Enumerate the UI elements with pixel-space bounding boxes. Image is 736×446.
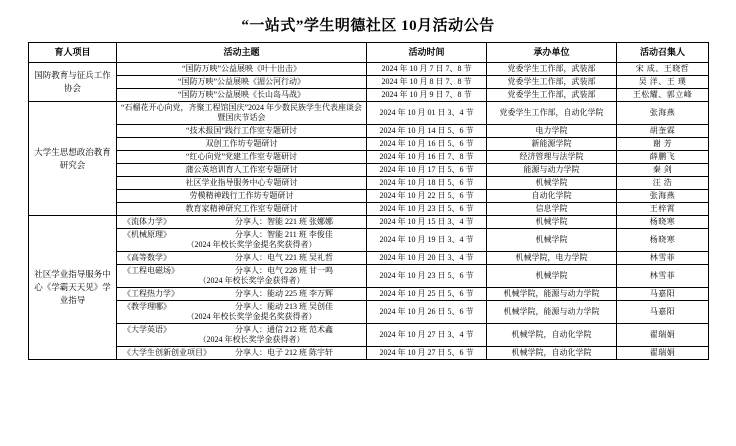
activity-theme (117, 301, 367, 324)
table-row (29, 151, 709, 164)
course-name: 《教学理哪》 (123, 302, 171, 311)
activity-time: 2024 年 10 月 16 日 5、6 节 (367, 138, 487, 151)
activity-theme (117, 347, 367, 360)
activity-time: 2024 年 10 月 7 日 7、8 节 (367, 63, 487, 76)
column-header-theme: 活动主题 (117, 43, 367, 63)
course-name: 《工程热力学》 (123, 289, 179, 298)
activity-theme: “技术报国”践行工作室专题研讨 (117, 125, 367, 138)
course-award-note: （2024 年校长奖学金提名奖获得者） (186, 240, 317, 249)
activity-time: 2024 年 10 月 18 日 5、6 节 (367, 177, 487, 190)
activity-convener: 胡奎霖 (617, 125, 709, 138)
column-header-org: 承办单位 (487, 43, 617, 63)
activity-time: 2024 年 10 月 26 日 5、6 节 (367, 301, 487, 324)
activity-convener: 张海燕 (617, 190, 709, 203)
activity-time: 2024 年 10 月 17 日 5、6 节 (367, 164, 487, 177)
activity-org: 党委学生工作部，武装部 (487, 76, 617, 89)
table-row (29, 229, 709, 252)
course-speaker: 分享人：智能 211 班 李俊佳 (235, 230, 333, 239)
table-header (29, 43, 709, 63)
activity-theme: “国防万映”公益展映《叶十出击》 (117, 63, 367, 76)
table-row (29, 89, 709, 102)
activity-convener: 翟瑞娟 (617, 347, 709, 360)
course-name: 《机械原理》 (123, 230, 171, 239)
activity-convener: 薛鹏飞 (617, 151, 709, 164)
activity-convener: 宋 成、王晓哲 (617, 63, 709, 76)
activity-time: 2024 年 10 月 20 日 3、4 节 (367, 252, 487, 265)
activity-time: 2024 年 10 月 19 日 3、4 节 (367, 229, 487, 252)
course-name: 《大学生创新创业项目》 (123, 348, 211, 357)
table-row (29, 177, 709, 190)
activity-org: 机械学院，能源与动力学院 (487, 301, 617, 324)
activity-theme: 教育家精神研究工作室专题研讨 (117, 203, 367, 216)
group-label-ideology-research: 大学生思想政治教育研究会 (29, 102, 117, 216)
column-header-time: 活动时间 (367, 43, 487, 63)
page-title: “一站式”学生明德社区 10月活动公告 (241, 18, 495, 34)
course-speaker: 分享人：能动 225 班 李万辉 (235, 289, 333, 298)
activity-org: 党委学生工作部，自动化学院 (487, 102, 617, 125)
activity-time: 2024 年 10 月 23 日 5、6 节 (367, 265, 487, 288)
activity-convener: 马嘉阳 (617, 288, 709, 301)
activity-time: 2024 年 10 月 9 日 7、8 节 (367, 89, 487, 102)
activity-time: 2024 年 10 月 27 日 3、4 节 (367, 324, 487, 347)
table-row (29, 288, 709, 301)
course-name: 《大学英语》 (123, 325, 171, 334)
activity-convener: 林雪菲 (617, 265, 709, 288)
activity-org: 电力学院 (487, 125, 617, 138)
activity-theme: 劳模精神践行工作坊专题研讨 (117, 190, 367, 203)
activity-time: 2024 年 10 月 27 日 5、6 节 (367, 347, 487, 360)
table-body (29, 63, 709, 360)
table-row (29, 102, 709, 125)
table-row (29, 138, 709, 151)
activity-org: 新能源学院 (487, 138, 617, 151)
activity-convener: 王梓霄 (617, 203, 709, 216)
activity-org: 自动化学院 (487, 190, 617, 203)
activity-theme: “国防万映”公益展映《长山岛马战》 (117, 89, 367, 102)
course-award-note: （2024 年校长奖学金提名奖获得者） (186, 312, 317, 321)
activity-theme: 双创工作坊专题研讨 (117, 138, 367, 151)
table-row (29, 76, 709, 89)
course-name: 《工程电磁场》 (123, 266, 179, 275)
table-row (29, 216, 709, 229)
table-header-row (29, 43, 709, 63)
activity-convener: 张海燕 (617, 102, 709, 125)
activity-org: 经济管理与法学院 (487, 151, 617, 164)
table-row (29, 164, 709, 177)
course-speaker: 分享人：电气 228 班 甘一鸣 (235, 266, 333, 275)
activity-convener: 杨晓寒 (617, 216, 709, 229)
activity-theme (117, 265, 367, 288)
group-label-study-guidance: 社区学业指导服务中心《学霸天天见》学业指导 (29, 216, 117, 360)
activity-convener: 吴 洋、王 璞 (617, 76, 709, 89)
activity-theme: 社区学业指导服务中心专题研讨 (117, 177, 367, 190)
activity-convener: 谢 芳 (617, 138, 709, 151)
activity-time: 2024 年 10 月 14 日 5、6 节 (367, 125, 487, 138)
table-row (29, 347, 709, 360)
activity-convener: 杨晓寒 (617, 229, 709, 252)
activity-announcement-table (28, 42, 709, 360)
table-row (29, 125, 709, 138)
table-row (29, 265, 709, 288)
activity-time: 2024 年 10 月 8 日 7、8 节 (367, 76, 487, 89)
activity-theme (117, 216, 367, 229)
activity-convener: 马嘉阳 (617, 301, 709, 324)
activity-time: 2024 年 10 月 01 日 3、4 节 (367, 102, 487, 125)
course-award-note: （2024 年校长奖学金获得者） (198, 335, 305, 344)
activity-convener: 秦 剑 (617, 164, 709, 177)
group-label-defense: 国防教育与征兵工作协会 (29, 63, 117, 102)
course-speaker: 分享人：智能 221 班 张娜娜 (235, 217, 333, 226)
activity-convener: 汪 浩 (617, 177, 709, 190)
table-row (29, 203, 709, 216)
activity-org: 机械学院 (487, 177, 617, 190)
course-speaker: 分享人：电气 221 班 吴礼哲 (235, 253, 333, 262)
course-award-note: （2024 年校长奖学金获得者） (198, 276, 305, 285)
activity-org: 能源与动力学院 (487, 164, 617, 177)
activity-org: 机械学院，自动化学院 (487, 324, 617, 347)
activity-theme: 蒲公英培训育人工作室专题研讨 (117, 164, 367, 177)
table-row (29, 63, 709, 76)
activity-convener: 翟瑞娟 (617, 324, 709, 347)
column-header-convener: 活动召集人 (617, 43, 709, 63)
activity-org: 信息学院 (487, 203, 617, 216)
activity-org: 机械学院，能源与动力学院 (487, 288, 617, 301)
activity-time: 2024 年 10 月 16 日 7、8 节 (367, 151, 487, 164)
activity-theme (117, 229, 367, 252)
activity-time: 2024 年 10 月 22 日 5、6 节 (367, 190, 487, 203)
course-speaker: 分享人：通信 212 班 范术鑫 (235, 325, 333, 334)
activity-theme: “石榴花开心向党，齐聚工程馆国庆”2024 年少数民族学生代表座谈会暨国庆节话会 (117, 102, 367, 125)
course-speaker: 分享人：能动 213 班 吴创佳 (235, 302, 333, 311)
activity-org: 党委学生工作部，武装部 (487, 89, 617, 102)
activity-time: 2024 年 10 月 25 日 5、6 节 (367, 288, 487, 301)
activity-convener: 林雪菲 (617, 252, 709, 265)
column-header-project: 育人项目 (29, 43, 117, 63)
course-speaker: 分享人：电子 212 班 陈宇轩 (235, 348, 333, 357)
activity-org: 机械学院，自动化学院 (487, 347, 617, 360)
course-name: 《流体力学》 (123, 217, 171, 226)
table-row (29, 252, 709, 265)
activity-org: 机械学院 (487, 265, 617, 288)
activity-org: 机械学院，电力学院 (487, 252, 617, 265)
activity-org: 党委学生工作部，武装部 (487, 63, 617, 76)
activity-theme: “红心向党”党建工作室专题研讨 (117, 151, 367, 164)
activity-convener: 王松耀、郭立峰 (617, 89, 709, 102)
activity-org: 机械学院 (487, 229, 617, 252)
table-row (29, 301, 709, 324)
activity-time: 2024 年 10 月 23 日 5、6 节 (367, 203, 487, 216)
table-row (29, 324, 709, 347)
table-row (29, 190, 709, 203)
activity-time: 2024 年 10 月 15 日 3、4 节 (367, 216, 487, 229)
activity-org: 机械学院 (487, 216, 617, 229)
activity-theme (117, 252, 367, 265)
activity-theme (117, 324, 367, 347)
activity-theme: “国防万映”公益展映《湄公河行动》 (117, 76, 367, 89)
course-name: 《高等数学》 (123, 253, 171, 262)
activity-theme (117, 288, 367, 301)
